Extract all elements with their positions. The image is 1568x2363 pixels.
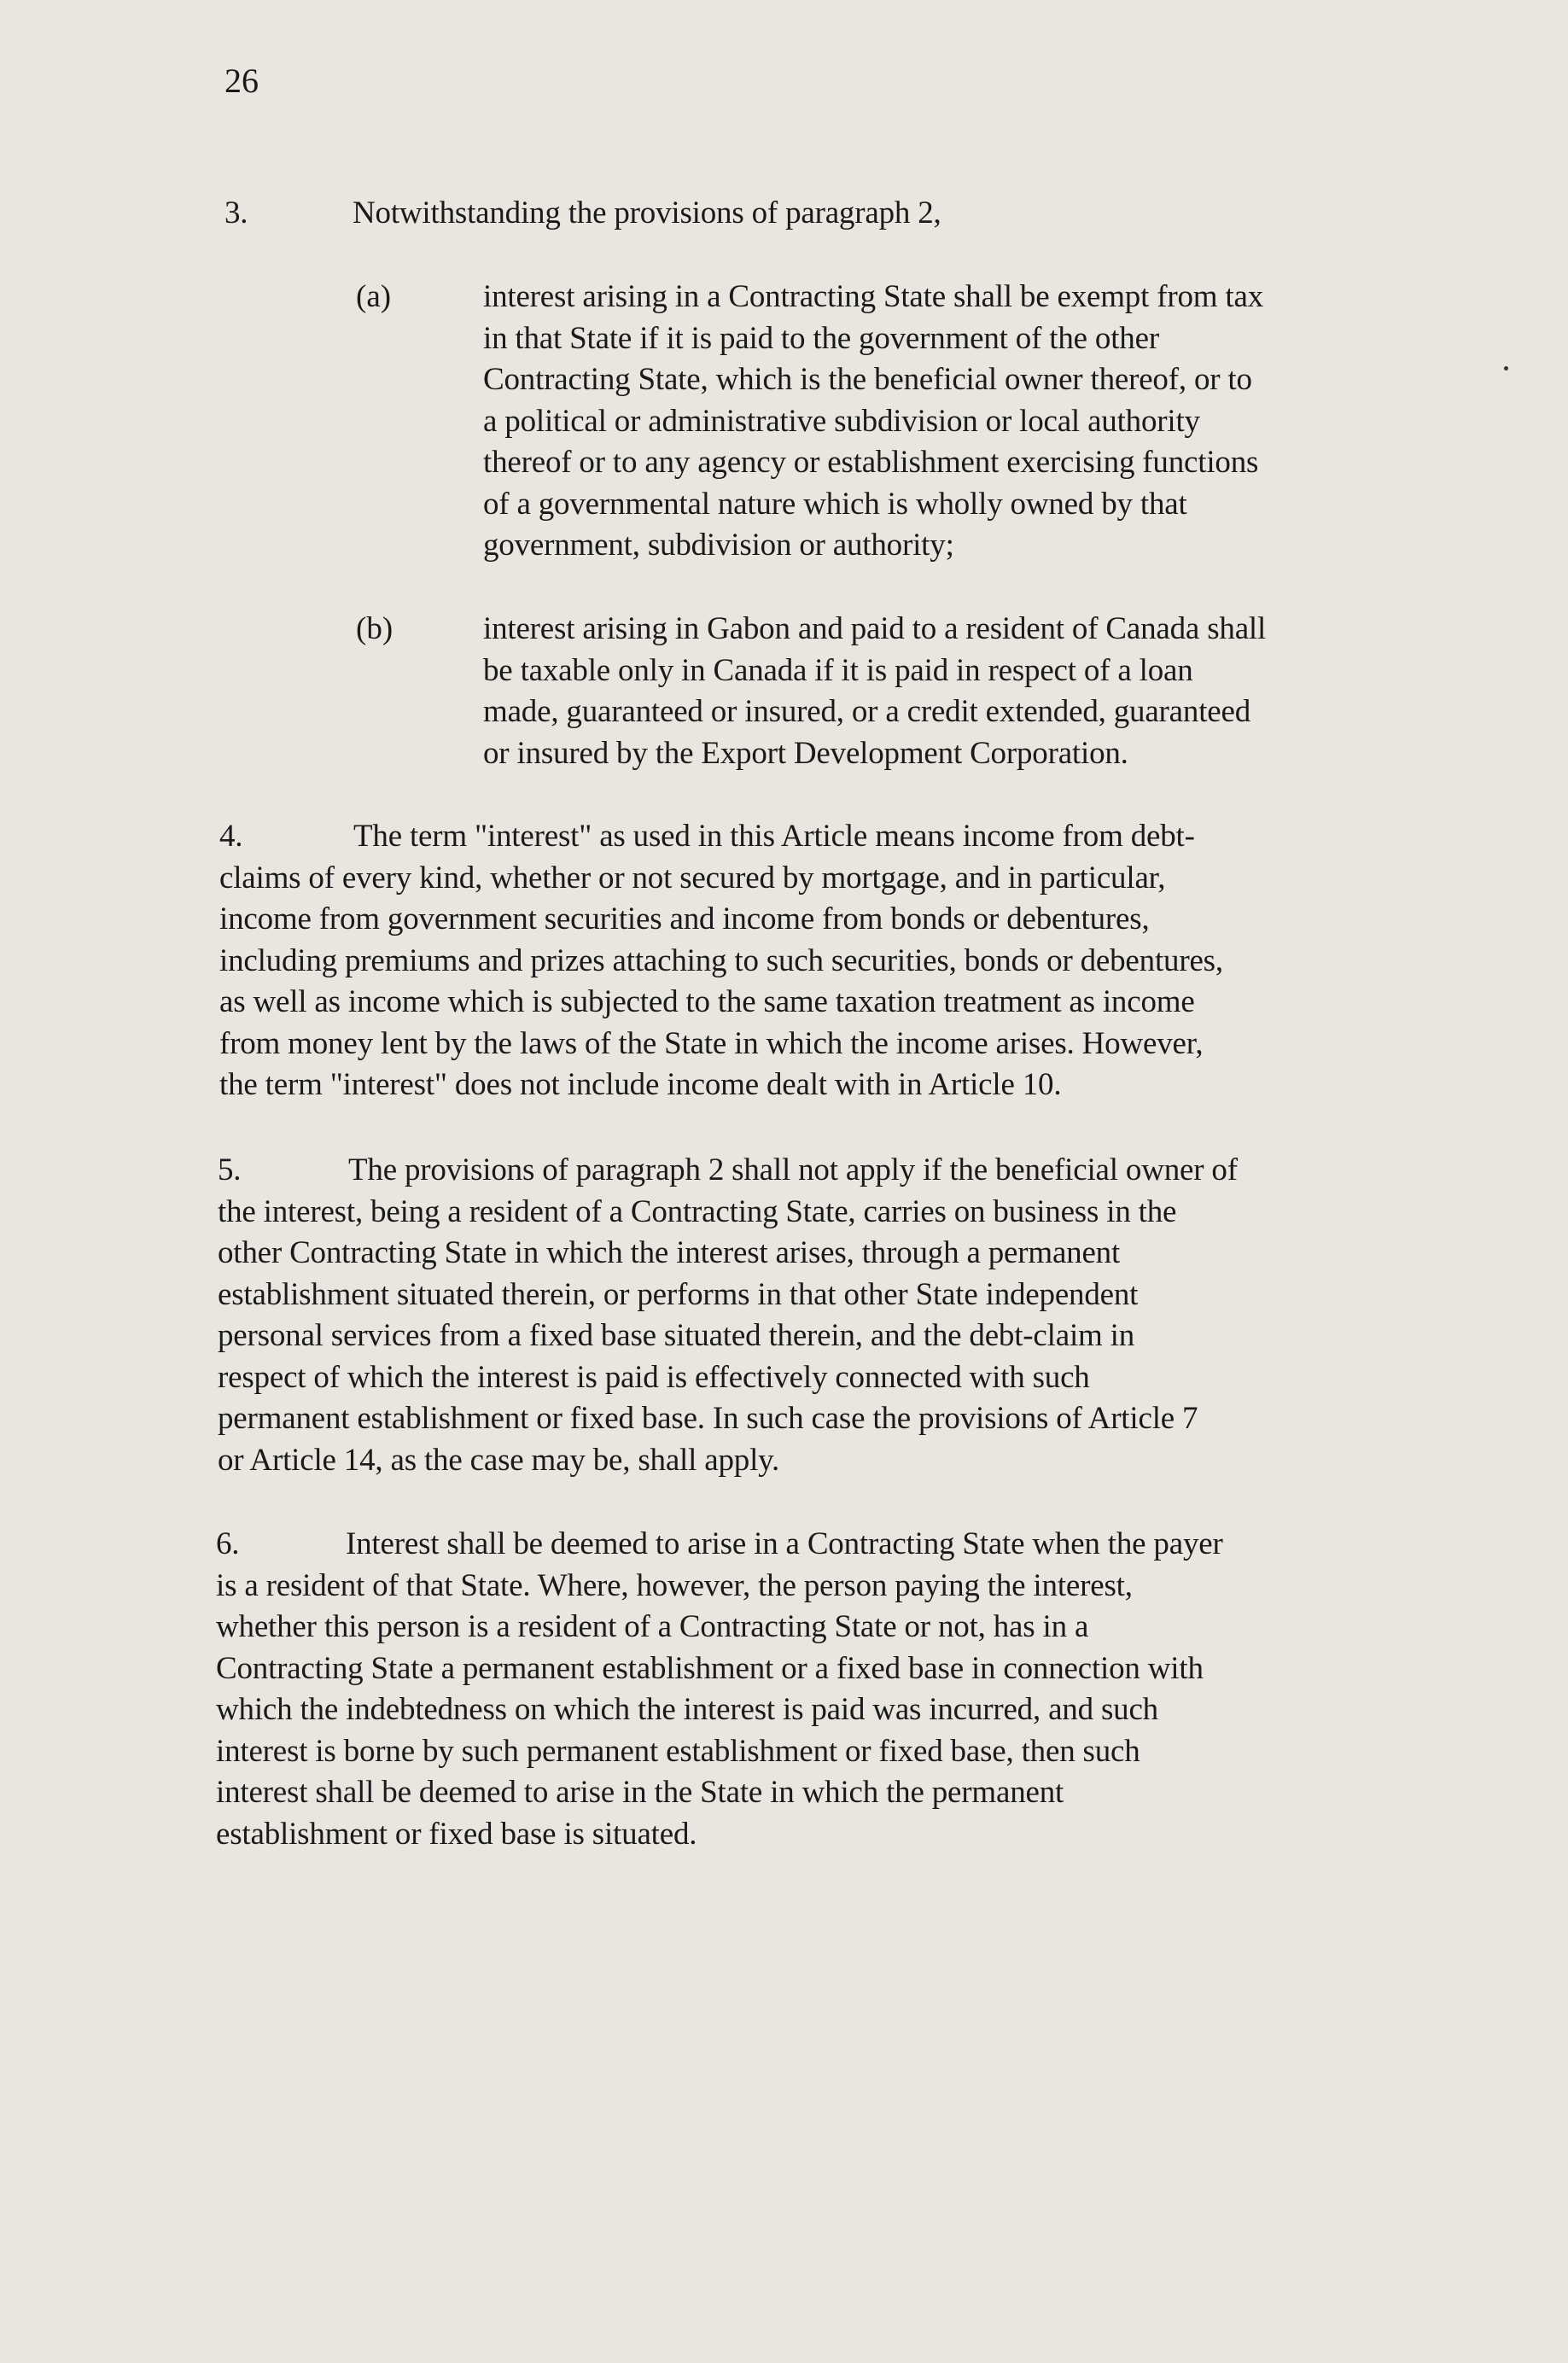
text-line: interest arising in a Contracting State shall be exempt from tax: [483, 279, 1264, 314]
text-line: claims of every kind, whether or not secured by mortgage, and in particular,: [219, 860, 1166, 896]
text-line: other Contracting State in which the interest arises, through a permanent: [218, 1235, 1121, 1270]
text-line: Contracting State a permanent establishment or a fixed base in connection with: [216, 1650, 1204, 1686]
text-line: government, subdivision or authority;: [483, 528, 954, 563]
text-line: establishment situated therein, or performs in that other State independent: [218, 1276, 1139, 1312]
paragraph-number: 3.: [224, 195, 248, 230]
text-line: Contracting State, which is the beneficial owner thereof, or to: [483, 362, 1252, 397]
text-line: of a governmental nature which is wholly owned by that: [483, 486, 1187, 522]
paragraph-3-intro: [224, 193, 941, 235]
subparagraph-a-label: (a): [356, 279, 392, 314]
text-line: respect of which the interest is paid is effectively connected with such: [218, 1359, 1090, 1395]
text-line: or Article 14, as the case may be, shall apply.: [218, 1442, 780, 1478]
text-line: Interest shall be deemed to arise in a Contracting State when the payer: [346, 1526, 1223, 1561]
paragraph-text: Notwithstanding the provisions of paragraph 2,: [353, 195, 941, 230]
text-line: establishment or fixed base is situated.: [216, 1816, 697, 1852]
paragraph-number: 4.: [219, 819, 243, 854]
text-line: including premiums and prizes attaching to such securities, bonds or debentures,: [219, 942, 1223, 978]
text-line: interest is borne by such permanent establishment or fixed base, then such: [216, 1733, 1140, 1769]
text-line: The term "interest" as used in this Article means income from debt-: [353, 819, 1195, 854]
paragraph-4: [219, 816, 1223, 1106]
text-line: is a resident of that State. Where, however, the person paying the interest,: [216, 1567, 1133, 1603]
text-line: a political or administrative subdivision or local authority: [483, 403, 1200, 439]
text-line: thereof or to any agency or establishment exercising functions: [483, 445, 1259, 480]
subparagraph-b-label: (b): [356, 611, 393, 646]
text-line: which the indebtedness on which the interest is paid was incurred, and such: [216, 1692, 1158, 1727]
text-line: interest arising in Gabon and paid to a resident of Canada shall: [483, 611, 1267, 646]
text-line: or insured by the Export Development Corporation.: [483, 735, 1128, 771]
text-line: in that State if it is paid to the government of the other: [483, 320, 1159, 356]
text-line: the term "interest" does not include income dealt with in Article 10.: [219, 1067, 1062, 1102]
page-number: 26: [224, 61, 259, 100]
paragraph-number: 6.: [216, 1526, 240, 1561]
text-line: The provisions of paragraph 2 shall not apply if the beneficial owner of: [348, 1152, 1238, 1187]
text-line: personal services from a fixed base situated therein, and the debt-claim in: [218, 1318, 1135, 1353]
text-line: from money lent by the laws of the State in which the income arises. However,: [219, 1025, 1204, 1061]
paragraph-number: 5.: [218, 1152, 242, 1187]
text-line: the interest, being a resident of a Contracting State, carries on business in the: [218, 1193, 1177, 1229]
paragraph-6: [216, 1524, 1223, 1855]
text-line: permanent establishment or fixed base. In such case the provisions of Article 7: [218, 1401, 1198, 1436]
text-line: income from government securities and income from bonds or debentures,: [219, 901, 1150, 936]
text-line: made, guaranteed or insured, or a credit extended, guaranteed: [483, 694, 1251, 729]
text-line: as well as income which is subjected to the same taxation treatment as income: [219, 984, 1195, 1019]
subparagraph-b: [483, 609, 1266, 774]
scan-speck: [1504, 366, 1508, 370]
subparagraph-a: [483, 277, 1263, 567]
paragraph-5: [218, 1150, 1238, 1481]
text-line: interest shall be deemed to arise in the State in which the permanent: [216, 1775, 1064, 1810]
text-line: whether this person is a resident of a Contracting State or not, has in a: [216, 1609, 1089, 1644]
text-line: be taxable only in Canada if it is paid in respect of a loan: [483, 652, 1193, 688]
